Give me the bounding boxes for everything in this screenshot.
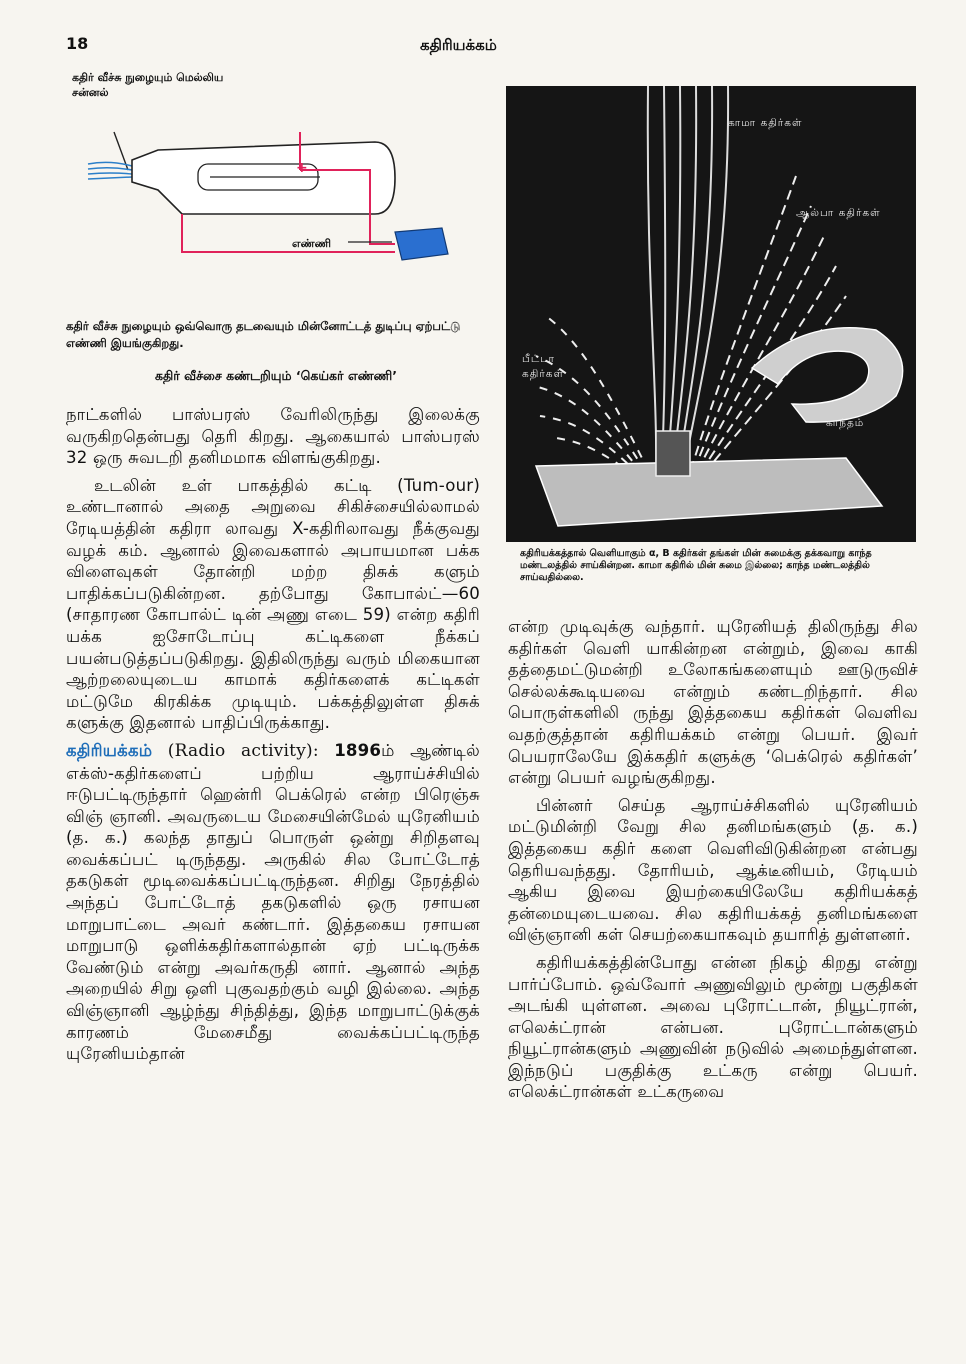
right-paragraph-1: என்ற முடிவுக்கு வந்தார். யுரேனியத் திலிருந்து சில கதிர்கள் வெளி யாகின்றன என்றும், இவை காகி தத்தைமட்டுமன்றி உலோகங்களையும் ஊடுருவிச் செல்லக்கூடியவை என்றும் கண்டறிந்தார். சில பொருள்களிலி ருந்து இத்தகைய கதிர்கள் வெளிவ வதற்குத்தான் கதிரியக்கம் என்று பெயர். இவர் பெயராலேயே இக்கதிர் களுக்கு ‘பெக்ரெல் கதிர்கள்’ என்று பெயர் வழங்குகிறது. bbox=[508, 617, 918, 788]
circuit-negative bbox=[182, 214, 395, 252]
magnet-label: காந்தம் bbox=[826, 417, 865, 429]
left-paragraph-3-text: ம் ஆண்டில் எக்ஸ்-கதிர்களைப் பற்றிய ஆராய்ச்சியில் ஈடுபட்டிருந்தார் ஹென்ரி பெக்ரெல் என்ற பிரெஞ்சு விஞ் ஞானி. அவருடைய மேசையின்மேல் யுரேனியம் (த. க.) கலந்த தாதுப் பொருள் ஒன்று சிறிதளவு வைக்கப்பட் டிருந்தது. அருகில் சில போட்டோத் தகடுகள் மூடிவைக்கப்பட்டிருந்தன. சிறிது நேரத்தில் அந்தப் போட்டோத் தகடுகளில் ஒரு ரசாயன மாறுபாட்டை அவர் கண்டார். இத்தகைய ரசாயன மாறுபாடு ஒளிக்கதிர்களால்தான் ஏற் பட்டிருக்க வேண்டும் என்று அவர்கருதி னார். ஆனால் அந்த அறையில் சிறு ஒளி புகுவதற்கும் வழி இல்லை. அந்த விஞ்ஞானி ஆழ்ந்து சிந்தித்து, இந்த மாறுபாட்டுக்குக் காரணம் மேசைமீது வைக்கப்பட்டிருந்த யுரேனியம்தான் bbox=[66, 740, 480, 1064]
beta-rays-label bbox=[522, 352, 564, 382]
radiation-caption: கதிரியக்கத்தால் வெளியாகும் α, B கதிர்கள் தங்கள் மின் சுமைக்கு தக்கவாறு காந்த மண்டலத்தில் சாய்கின்றன. காமா கதிரில் மின் சுமை இல்லை; காந்த மண்டலத்தில் சாய்வதில்லை. bbox=[520, 548, 872, 583]
page-number: 18 bbox=[66, 34, 89, 53]
counter-label: எண்ணி bbox=[292, 237, 331, 250]
right-paragraph-3: கதிரியக்கத்தின்போது என்ன நிகழ் கிறது என்று பார்ப்போம். ஒவ்வோர் அணுவிலும் மூன்று பகுதிகள் அடங்கி யுள்ளன. அவை புரோட்டான், நியூட்ரான், எலெக்ட்ரான் என்பன. புரோட்டான்களும் நியூட்ரான்களும் அணுவின் நடுவில் அமைந்துள்ளன. இந்நடுப் பகுதிக்கு உட்கரு என்று பெயர். எலெக்ட்ரான்கள் உட்கருவை bbox=[508, 952, 918, 1102]
plus-sign: + bbox=[296, 160, 308, 176]
right-column bbox=[508, 616, 918, 1109]
beta-rays-label-line1: பீட்டா bbox=[522, 353, 556, 365]
running-title: கதிரியக்கம் bbox=[420, 36, 497, 54]
counter-box bbox=[395, 228, 448, 260]
radiation-illustration-drawing bbox=[506, 86, 916, 542]
left-paragraph-2: உடலின் உள் பாகத்தில் கட்டி (Tum-our) உண்டானால் அதை அறுவை சிகிச்சையில்லாமல் ரேடியத்தின் கதிரா லாவது X-கதிரிலாவது நீக்குவது வழக் கம். ஆனால் இவைகளால் அபாயமான பக்க விளைவுகள் தோன்றி மற்ற திசுக் களும் பாதிக்கப்படுகின்றன. தற்போது கோபால்ட்—60 (சாதாரண கோபால்ட் டின் அணு எடை 59) என்ற கதிரி யக்க ஐசோடோப்பு கட்டிகளை நீக்கப் பயன்படுத்தப்படுகிறது. இதிலிருந்து வரும் மிகையான ஆற்றலையுடைய காமாக் கதிர்களைக் கட்டிகள் மட்டுமே கிரகிக்க முடியும். பக்கத்திலுள்ள திசுக் களுக்கு இதனால் பாதிப்பிருக்காது. bbox=[66, 475, 480, 733]
geiger-tube bbox=[132, 142, 395, 214]
gamma-rays bbox=[648, 86, 728, 486]
term-radioactivity: கதிரியக்கம் bbox=[66, 740, 153, 760]
incoming-radiation-lines bbox=[88, 162, 132, 179]
gamma-rays-label: காமா கதிர்கள் bbox=[728, 117, 803, 129]
left-paragraph-1: நாட்களில் பாஸ்பரஸ் வேரிலிருந்து இலைக்கு வருகிறதென்பது தெரி கிறது. ஆகையால் பாஸ்பரஸ் 32 ஒரு சுவடறி தனிமமாக விளங்குகிறது. bbox=[66, 405, 480, 468]
right-paragraph-2: பின்னர் செய்த ஆராய்ச்சிகளில் யுரேனியம் மட்டுமின்றி வேறு சில தனிமங்களும் (த. க.) இத்தகைய கதிர் களை வெளிவிடுகின்றன என்பது தெரியவந்தது. தோரியம், ஆக்டீனியம், ரேடியம் ஆகிய இவை இயற்கையிலேயே கதிரியக்கத் தன்மையுடையவை. சில கதிரியக்கத் தனிமங்களை விஞ்ஞானி கள் செயற்கையாகவும் தயாரித் துள்ளனர். bbox=[508, 795, 918, 945]
geiger-caption: கதிர் வீச்சு நுழையும் ஒவ்வொரு தடவையும் மின்னோட்டத் துடிப்பு ஏற்பட்டு எண்ணி இயங்குகிறது. bbox=[66, 319, 461, 350]
beta-rays-label-line2: கதிர்கள் bbox=[522, 368, 564, 380]
left-column bbox=[66, 404, 480, 1071]
alpha-rays-label: ஆல்பா கதிர்கள் bbox=[796, 207, 881, 219]
year-1896: 1896 bbox=[334, 740, 382, 760]
beta-rays bbox=[534, 316, 656, 486]
geiger-figure-title: கதிர் வீச்சை கண்டறியும் ‘கெய்கர் எண்ணி’ bbox=[155, 368, 397, 383]
radioactive-source bbox=[656, 431, 690, 476]
magnet bbox=[752, 328, 903, 422]
left-paragraph-3 bbox=[66, 740, 480, 1065]
base-plate bbox=[536, 458, 882, 526]
geiger-counter-diagram bbox=[70, 120, 460, 270]
term-english: (Radio activity): bbox=[167, 740, 319, 761]
geiger-window-label: கதிர் வீச்சு நுழையும் மெல்லிய சன்னல் bbox=[72, 71, 224, 99]
radiation-illustration bbox=[506, 86, 916, 542]
